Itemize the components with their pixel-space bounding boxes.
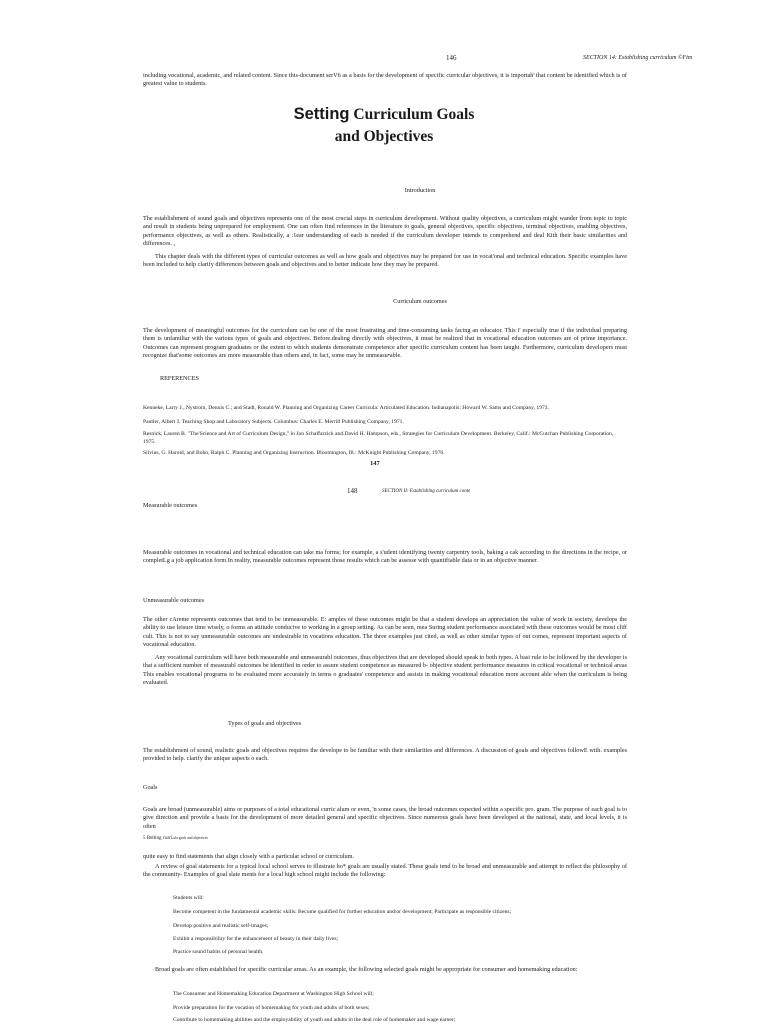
- students-will-label: Students will:: [173, 895, 204, 901]
- intro-continuation: including vocational, academic, and related content. Since this-document serV6 as a basis for the development of specific curricular objectives, it is importah' that content be identified which is of greatest value to students.: [143, 72, 627, 88]
- reference-item: Pautler, Albert J. Teaching Shop and Laboratory Subjects. Columbus: Charles E. Merrill Publishing Company, 1971.: [143, 419, 404, 425]
- introduction-paragraph-1: The establishment of sound goals and objectives represents one of the most crucial steps in curriculum development. Without quality objectives, a curriculum might wander from topic to topic and result in students being unprepared for employment. One can often find references in the literature to goals, general objectives, specific objectives, terminal objectives, enabling objectives, performance objectives, as well as others. Realistically, a :1ear understanding of each is needed if the curriculum developer intends to comprehend and deal Kith their basic similarities and differences. ,: [143, 215, 627, 248]
- goals-review-paragraph: A review of goal statements for a typical local school serves to illustrate ho* goals are usually stated. These goals tend to be broad and unmeasurable and attempt to reflect the philosophy of the community- Examples of goal slate ments for a local high school might include the following:: [143, 863, 627, 879]
- consumer-goal-item: The Consumer and Homemaking Education Department at Washington High School will;: [173, 991, 374, 997]
- goals-continuation: quite easy to find statements that align closely with a particular school or curriculum.: [143, 853, 355, 860]
- footnote: [143, 836, 208, 841]
- broad-goals-paragraph: Broad goals are often established for specific curricular areas. As an example, the following selected goals might be appropriate for consumer and homemaking education:: [155, 966, 578, 973]
- goal-list-item: Exhibit a responsibility for the enhancement of beauty in their daily lives;: [173, 936, 339, 942]
- page-number: 148: [347, 487, 358, 495]
- unmeasurable-outcomes-heading: Unmeasurable outcomes: [143, 597, 204, 604]
- goal-list-item: Practice sound habits of personal health.: [173, 949, 264, 955]
- chapter-title: [0, 103, 768, 126]
- curriculum-outcomes-paragraph: The development of meaningful outcomes for the curriculum can be one of the most frustrating and time-consuming tasks facing an educator. This i' especially true if the individual preparing them is unfamiliar with the various types of goals and objectives. Before.dealing directly with objectives, it must be realized that in vocational education outcomes are of prime importance. Outcomes can represent program graduates or the extent to which students demonstrate competence after specific curriculum content has been taught. Furthermore, curriculum developers must recognize that'some outcomes are more measurable than others and, in fact, some may be unmeasu•able.: [143, 327, 627, 360]
- measurable-outcomes-paragraph: Measurable outcomes in vocational and technical education can take ma forms; for example, a s'udent identifying twenty carpentry tools, baking a cak according to the directions in the recipe, or completLg a job application form In reality, measurable outcomes represent those results which can be assesse with quantifiable data or in an objective manner.: [143, 549, 627, 565]
- footnote-text: 5 Belting curri.: [143, 836, 174, 841]
- section-header: SECTION II: Establishing curriculum conte: [382, 489, 471, 494]
- references-heading: REFERENCES: [160, 375, 199, 382]
- section-header: SECTION 14: Establishing curriculum ©Ftm: [583, 55, 693, 61]
- footer-page-number: 147: [370, 460, 380, 467]
- goal-list-item: Become competent in the fundamental academic skills: Become qualified for further education and/or development; Participate as responsible citizens;: [173, 909, 512, 915]
- title-rest: Curriculum Goals: [349, 106, 475, 123]
- consumer-goal-item: Provide preparation for the vocation of homemaking for youth and adults of both sexes;: [173, 1005, 370, 1011]
- chapter-title-line2: and Objectives: [334, 128, 434, 145]
- types-heading: Types of goals and objectives: [228, 720, 302, 727]
- reference-item: Resnick, Lauren B. "The'Science and Art of Curriculum Design," in Jon Schaffarzick and.David H. Hampson, eds., Strategies for Curriculum Development. Berkeley, Calif.: McCutchan Publishing Corporation, 1975.: [143, 431, 614, 445]
- introduction-paragraph-2: This chapter deals with the different types of curricular outcomes as well as how goals and objectives may be prepared for use in vocat'onal and technical education. Specific examples have been included to help clarify differences between goals and objectives and to better indicate how they may be prepared.: [143, 253, 627, 269]
- title-lead: Setting: [293, 105, 350, 123]
- introduction-heading: Introduction: [404, 187, 436, 194]
- curriculum-outcomes-heading: Curriculum outcomes: [393, 298, 447, 305]
- goals-heading: Goals: [143, 784, 158, 791]
- footnote-tail: ula goals and objectives: [173, 836, 208, 840]
- goal-list-item: Develop positive and realistic self-images;: [173, 923, 269, 929]
- goals-paragraph: Goals are broad (unmeasurable) aims or purposes of a total educational curric alum or even, 'n some cases, the broad outcomes expected within a specific pro. gram. The purpose of each goal is to give direction and provide a basis for the development of more detailed general and specific objectives. Since numerous goals have been developed at the national, state, and local levels, it is often: [143, 806, 627, 830]
- types-paragraph: The establishment of sound, realistic goals and objectives requires the develope to be familiar with their similarities and differences. A discussion of goals and objectives followE with. examples provided to help. clarify the unique aspects o each.: [143, 747, 627, 763]
- measurable-outcomes-heading: Measurable outcomes: [143, 502, 198, 509]
- consumer-goal-item: Contribute to homemaking abilities and the employability of youth and adults in the deal role of homemaker and wage earner;: [173, 1017, 456, 1023]
- unmeasurable-outcomes-paragraph-1: The other cAreme represents outcomes that tend to be unmeasurable. E: amples of these outcomes might be that a student develops an appreciation the value of work in society, develops the ability to use leisure time wisely, o forms an attitude conducive to working in a group setting. As can be seen, mea Suring student performance associated with these outcomes would be most cliff cult. This is not to say unmeasurable outcomes are undesirable in vocations education. The three examples just cited, as well as other similar types of out comes, represent important aspects of vocational education.: [143, 616, 627, 649]
- reference-item: Silvius, G. Harold, and Bohn, Ralph C. Planning and Organizing Instruction. Bloomington, Ill.: McKnight Publishing Company, 1976.: [143, 450, 445, 456]
- unmeasurable-outcomes-paragraph-2: Any vocational curriculum will have both measurable and unmeasurabl outcomes, thus objectives that are developed should speak to both types. A basi rule to be followed by the developer is that a sufficient number of measurabl outcomes be identified in order to assure student competence as measured b- objective student performance measures in critical vocational or technical areas This enables vocational programs to be evaluated more accurately in terms o graduates' competence and assists in making vocational education more account able when the curriculum is being evaluated.: [143, 654, 627, 687]
- reference-item: Kenneke, Larry J., Nystrom, Dennis C.; and Stadt, Ronald W. Planning and Organizing Career Curricula: Articulated Education. Indianapolis: Howard W. Sams and Company, 1973.: [143, 405, 549, 411]
- page-number: 146: [446, 54, 457, 62]
